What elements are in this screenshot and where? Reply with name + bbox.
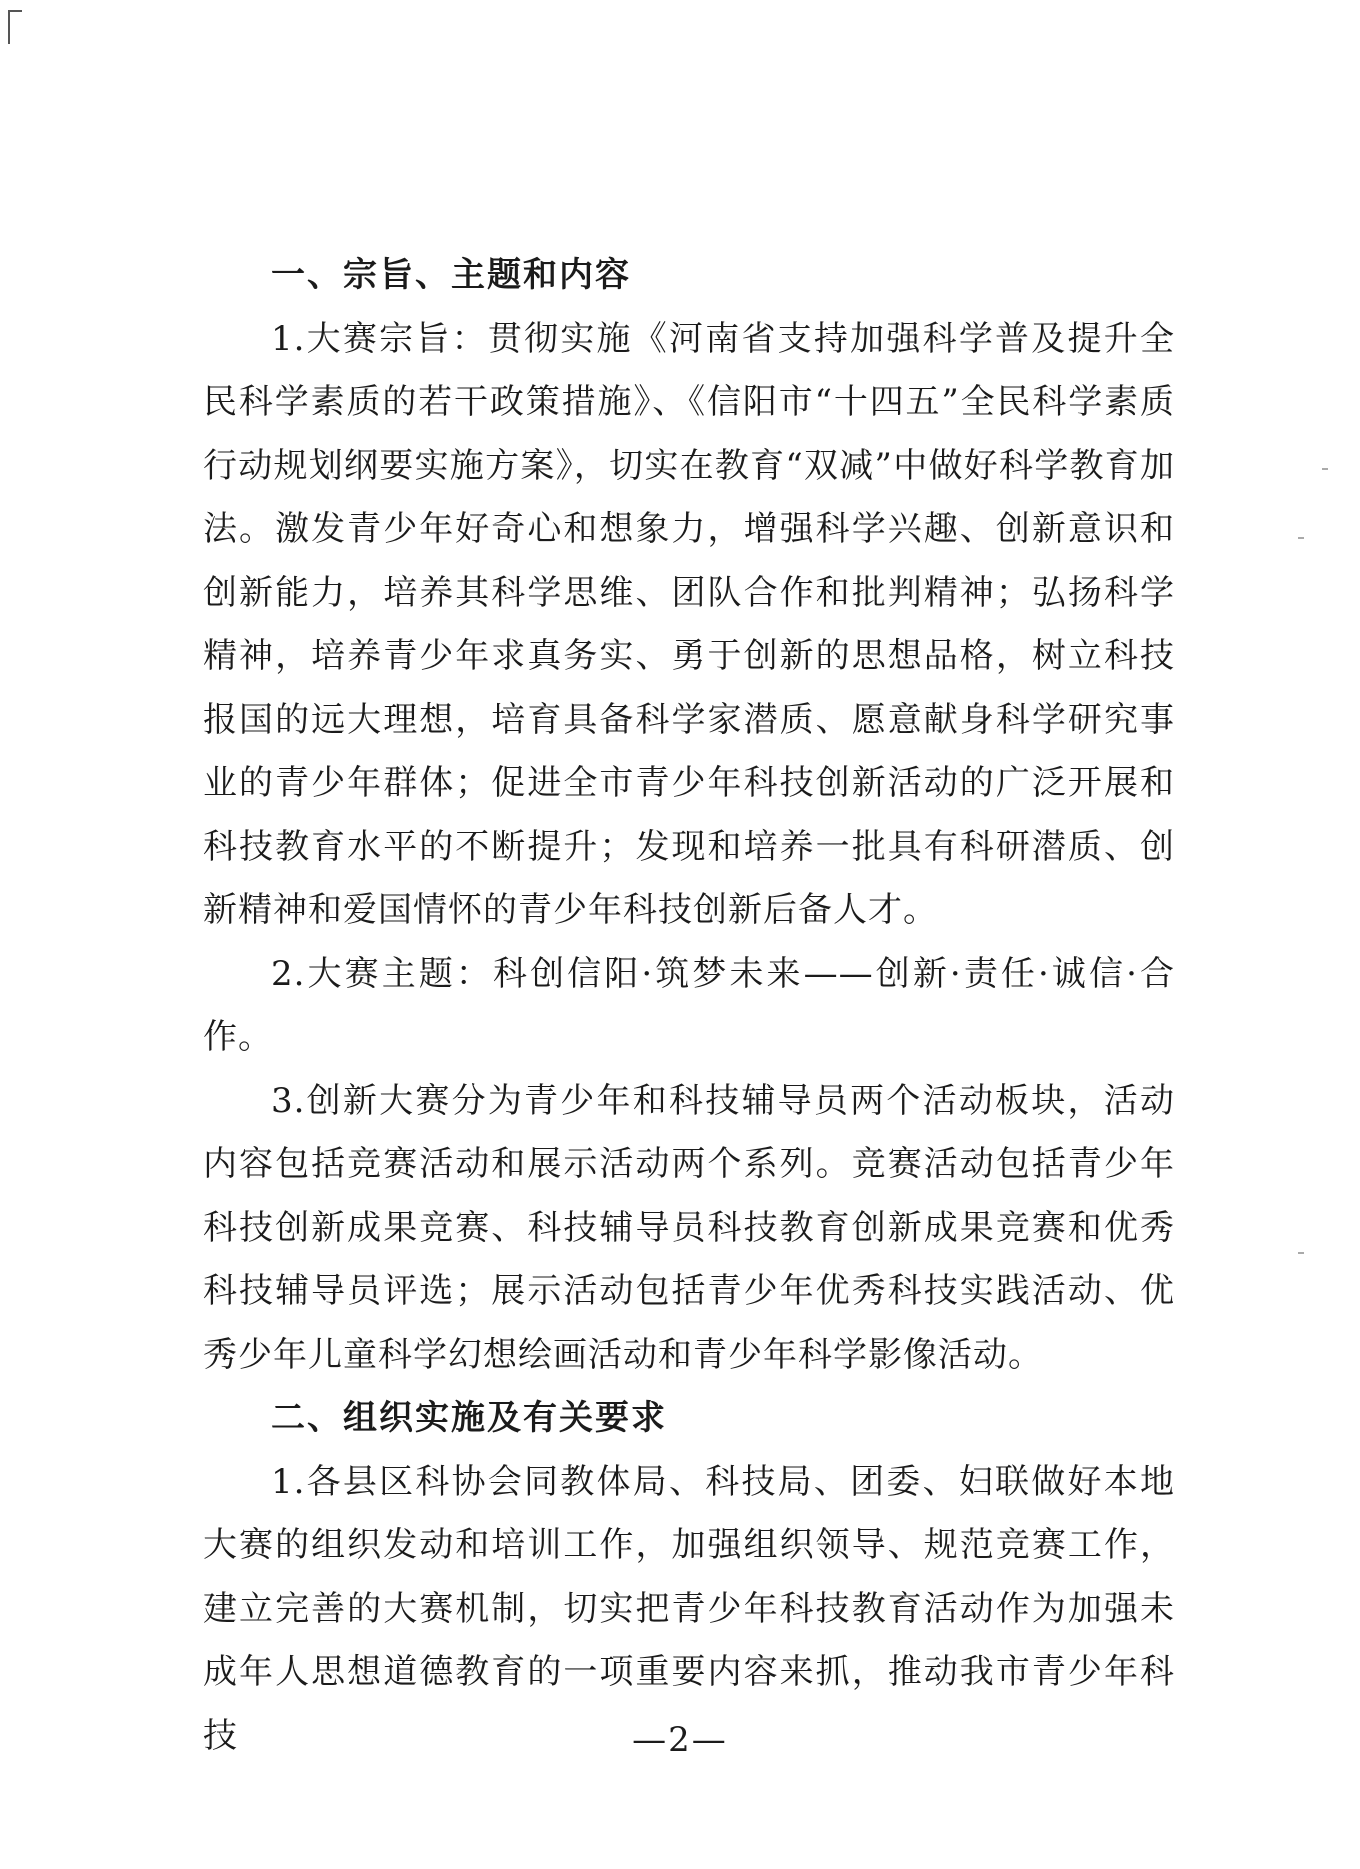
scan-speck xyxy=(1322,468,1328,470)
paragraph-purpose: 1.大赛宗旨：贯彻实施《河南省支持加强科学普及提升全民科学素质的若干政策措施》、《信阳市“十四五”全民科学素质行动规划纲要实施方案》，切实在教育“双减”中做好科学教育加法。激发青少年好奇心和想象力，增强科学兴趣、创新意识和创新能力，培养其科学思维、团队合作和批判精神；弘扬科学精神，培养青少年求真务实、勇于创新的思想品格，树立科技报国的远大理想，培育具备科学家潜质、愿意献身科学研究事业的青少年群体；促进全市青少年科技创新活动的广泛开展和科技教育水平的不断提升；发现和培养一批具有科研潜质、创新精神和爱国情怀的青少年科技创新后备人才。 xyxy=(203,318,1175,930)
scan-corner-mark xyxy=(8,10,22,44)
section-organization-requirements xyxy=(203,1387,1175,1768)
scan-speck xyxy=(1298,537,1304,539)
section-heading: 二、组织实施及有关要求 xyxy=(271,1398,667,1438)
page-number: —2— xyxy=(632,1720,728,1760)
section-heading: 一、宗旨、主题和内容 xyxy=(271,255,631,295)
paragraph-theme: 2.大赛主题：科创信阳·筑梦未来——创新·责任·诚信·合作。 xyxy=(203,953,1175,1057)
paragraph-organization: 1.各县区科协会同教体局、科技局、团委、妇联做好本地大赛的组织发动和培训工作，加强组织领导、规范竞赛工作，建立完善的大赛机制，切实把青少年科技教育活动作为加强未成年人思想道德教育的一项重要内容来抓，推动我市青少年科技 xyxy=(203,1461,1175,1756)
scan-speck xyxy=(1298,1252,1304,1254)
paragraph-content: 3.创新大赛分为青少年和科技辅导员两个活动板块，活动内容包括竞赛活动和展示活动两个系列。竞赛活动包括青少年科技创新成果竞赛、科技辅导员科技教育创新成果竞赛和优秀科技辅导员评选；展示活动包括青少年优秀科技实践活动、优秀少年儿童科学幻想绘画活动和青少年科学影像活动。 xyxy=(203,1080,1175,1375)
document-body xyxy=(203,244,1175,1768)
section-purpose-theme-content xyxy=(203,244,1175,1387)
